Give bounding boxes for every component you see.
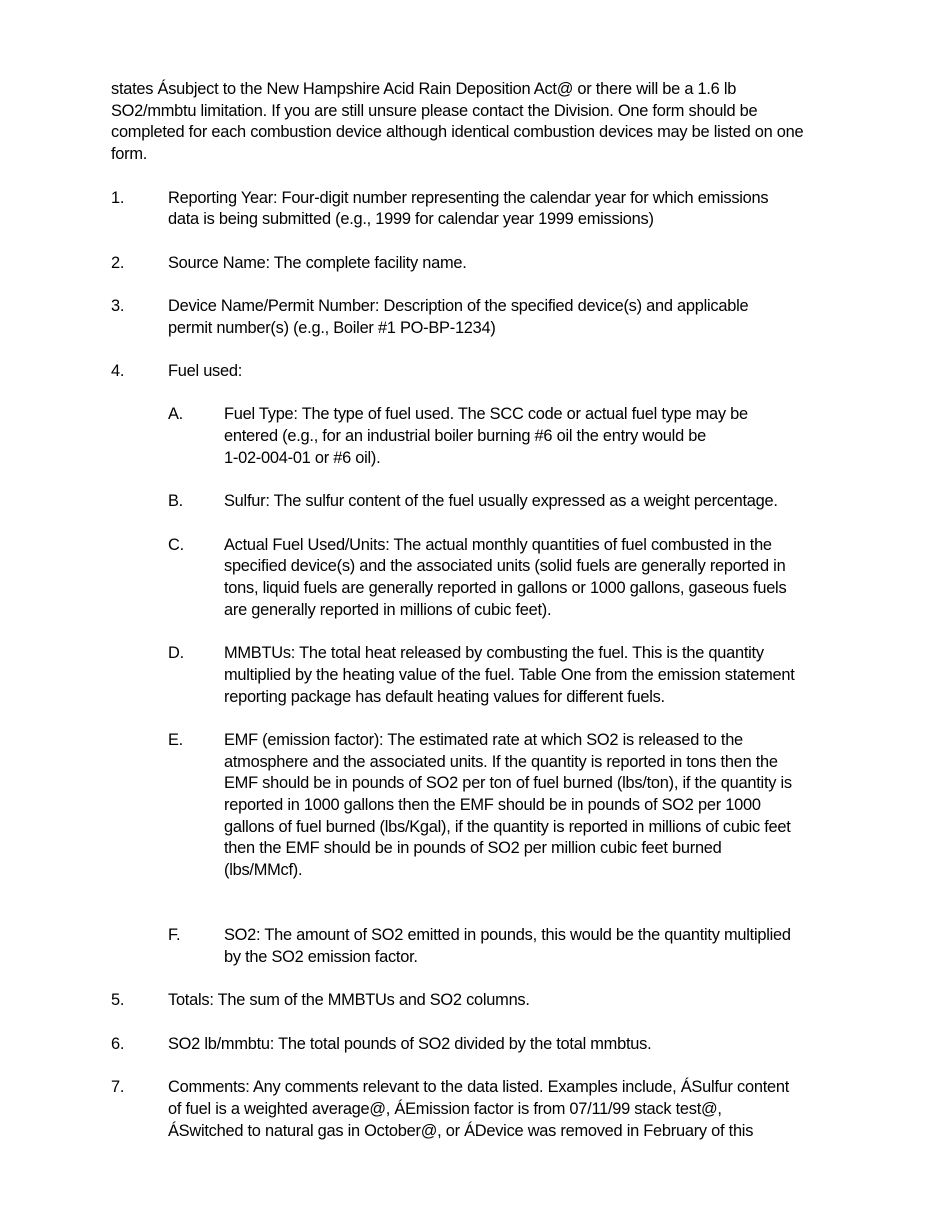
text-line: Fuel Type: The type of fuel used. The SCC code or actual fuel type may be <box>224 405 748 424</box>
text-line: MMBTUs: The total heat released by combusting the fuel. This is the quantity <box>224 644 764 663</box>
text-line: atmosphere and the associated units. If the quantity is reported in tons then the <box>224 752 778 771</box>
sub-item-letter: B. <box>168 492 183 511</box>
text-line: of fuel is a weighted average@, ÁEmission factor is from 07/11/99 stack test@, <box>168 1099 722 1118</box>
text-line: reporting package has default heating values for different fuels. <box>224 687 665 706</box>
text-line: then the EMF should be in pounds of SO2 per million cubic feet burned <box>224 839 722 858</box>
item-number: 4. <box>111 362 125 381</box>
list-item-3 <box>111 296 841 339</box>
text-line: reported in 1000 gallons then the EMF should be in pounds of SO2 per 1000 <box>224 796 761 815</box>
intro-paragraph <box>111 79 841 166</box>
sub-item-a <box>168 404 841 469</box>
text-line: Comments: Any comments relevant to the data listed. Examples include, ÁSulfur content <box>168 1078 790 1097</box>
sub-item-letter: E. <box>168 730 183 749</box>
text-line: Totals: The sum of the MMBTUs and SO2 columns. <box>168 991 530 1010</box>
text-line: states Ásubject to the New Hampshire Acid Rain Deposition Act@ or there will be a 1.6 lb <box>111 80 737 98</box>
sub-item-b <box>168 491 841 513</box>
text-line: SO2 lb/mmbtu: The total pounds of SO2 divided by the total mmbtus. <box>168 1034 652 1053</box>
text-line: are generally reported in millions of cubic feet). <box>224 600 552 619</box>
text-line: EMF should be in pounds of SO2 per ton of fuel burned (lbs/ton), if the quantity is <box>224 774 792 793</box>
text-line: gallons of fuel burned (lbs/Kgal), if the quantity is reported in millions of cubic feet <box>224 817 791 836</box>
text-line: Device Name/Permit Number: Description of the specified device(s) and applicable <box>168 296 749 315</box>
item-number: 1. <box>111 188 125 207</box>
text-line: 1-02-004-01 or #6 oil). <box>224 448 381 467</box>
text-line: SO2: The amount of SO2 emitted in pounds, this would be the quantity multiplied <box>224 926 791 945</box>
sub-item-letter: F. <box>168 926 181 945</box>
text-line: completed for each combustion device although identical combustion devices may be listed on one <box>111 123 804 142</box>
text-line: form. <box>111 145 148 164</box>
text-line: (lbs/MMcf). <box>224 861 303 880</box>
text-line: Actual Fuel Used/Units: The actual monthly quantities of fuel combusted in the <box>224 535 772 554</box>
list-item-1 <box>111 188 841 231</box>
text-line: Fuel used: <box>168 362 243 381</box>
sub-item-d <box>168 643 841 708</box>
text-line: by the SO2 emission factor. <box>224 947 418 966</box>
list-item-6 <box>111 1034 841 1056</box>
sub-item-f <box>168 925 841 968</box>
text-line: Reporting Year: Four-digit number representing the calendar year for which emissions <box>168 188 769 207</box>
list-item-4 <box>111 361 841 969</box>
text-line: entered (e.g., for an industrial boiler burning #6 oil the entry would be <box>224 427 706 446</box>
item-number: 6. <box>111 1034 125 1053</box>
list-item-7 <box>111 1077 841 1142</box>
text-line: SO2/mmbtu limitation. If you are still unsure please contact the Division. One form should be <box>111 101 758 120</box>
text-line: tons, liquid fuels are generally reported in gallons or 1000 gallons, gaseous fuels <box>224 579 787 598</box>
item-number: 2. <box>111 253 125 272</box>
document-page <box>111 79 841 1142</box>
text-line: permit number(s) (e.g., Boiler #1 PO-BP-1234) <box>168 318 496 337</box>
text-line: ÁSwitched to natural gas in October@, or ÁDevice was removed in February of this <box>168 1121 754 1140</box>
item-number: 3. <box>111 296 125 315</box>
sub-item-c <box>168 535 841 622</box>
text-line: Source Name: The complete facility name. <box>168 253 467 272</box>
sub-item-e <box>168 730 841 882</box>
list-item-2 <box>111 253 841 275</box>
text-line: specified device(s) and the associated units (solid fuels are generally reported in <box>224 557 786 576</box>
text-line: multiplied by the heating value of the fuel. Table One from the emission statement <box>224 665 795 684</box>
item-number: 7. <box>111 1078 125 1097</box>
sub-item-letter: A. <box>168 405 183 424</box>
sub-item-letter: D. <box>168 644 184 663</box>
text-line: data is being submitted (e.g., 1999 for calendar year 1999 emissions) <box>168 210 654 229</box>
list-item-5 <box>111 990 841 1012</box>
sub-item-letter: C. <box>168 535 184 554</box>
item-number: 5. <box>111 991 125 1010</box>
text-line: EMF (emission factor): The estimated rate at which SO2 is released to the <box>224 730 743 749</box>
text-line: Sulfur: The sulfur content of the fuel usually expressed as a weight percentage. <box>224 492 778 511</box>
